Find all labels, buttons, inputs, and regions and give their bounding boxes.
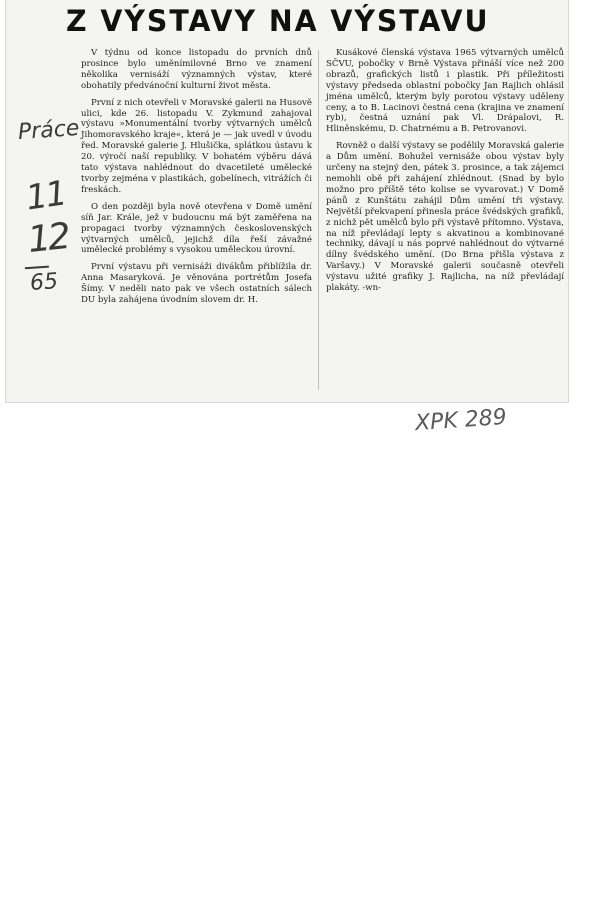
article-left-column [81,48,312,306]
article-paragraph: První výstavu při vernisáži divákům přiblížila dr. Anna Masaryková. Je věnována portrétům Josefa Šímy. V neděli nato pak ve všech ostatních sálech DU byla zahájena úvodním slovem dr. H. [81,262,312,306]
article-right-column [326,48,564,294]
article-paragraph: V týdnu od konce listopadu do prvních dnů prosince bylo uměnímilovné Brno ve znamení několika vernisáží významných výstav, které obohatily předvánoční kulturní život města. [81,48,312,91]
article-paragraph: O den později byla nově otevřena v Domě umění síň Jar. Krále, jež v budoucnu má být zaměřena na propagaci tvorby významných československých výtvarných umělců, jejichž díla řeší závažné umělecké problémy s vysokou uměleckou úrovní. [81,201,312,256]
handwritten-day: 11 [23,173,68,219]
column-divider [318,50,319,390]
handwritten-archive-code: XPK 289 [414,404,508,437]
article-paragraph: První z nich otevřeli v Moravské galerii na Husově ulici, kde 26. listopadu V. Zykmund zahajoval výstavu »Monumentální tvorby výtvarných umělců Jihomoravského kraje«, která je — jak uvedl v úvodu řed. Moravské galerie J. Hlušička, splátkou ústavu k 20. výročí naší republiky. V bohatém výběru dává tato výstava nahlédnout do dvacetileté umělecké tvorby zejména v plastikách, gobelínech, vitrážích či freskách. [81,97,312,195]
article-headline: Z VÝSTAVY NA VÝSTAVU [66,4,490,38]
article-paragraph: Rovněž o další výstavy se podělily Moravská galerie a Dům umění. Bohužel vernisáže obou výstav byly určeny na stejný den, pátek 3. prosince, a tak zájemci nemohli obě při zahájení zhlédnout. (Snad by bylo možno pro příště této kolise se vyvarovat.) V Domě pánů z Kunštátu zahájil Dům umění tři výstavy. Největší překvapení přinesla práce švédských grafiků, z nichž pět umělců bylo při výstavě přítomno. Výstava, na níž převládají lepty s akvatinou a kombinované techniky, dávají u nás poprvé nahlédnout do výtvarné dílny švédského umění. (Do Brna přišla výstava z Varšavy.) V Moravské galerii současně otevřeli výstavu užité grafiky J. Rajlicha, na níž převládají plakáty. -wn- [326,141,564,294]
handwritten-year: 65 [29,269,59,296]
handwritten-source: Práce [17,115,81,146]
handwritten-month: 12 [25,216,70,261]
article-paragraph: Kusákové členská výstava 1965 výtvarných umělců SČVU, pobočky v Brně Výstava přináší více než 200 obrazů, grafických listů i plastik. Při příležitosti výstavy předseda oblastní pobočky Jan Rajlich ohlásil jména umělců, kterým byly porotou výstavy uděleny ceny, a to B. Lacinovi čestná cena (krajina ve znamení ryb), čestná uznání pak Vl. Drápalovi, R. Hliněnskému, D. Chatrnému a B. Petrovanovi. [326,48,564,135]
newspaper-clipping [6,0,568,402]
